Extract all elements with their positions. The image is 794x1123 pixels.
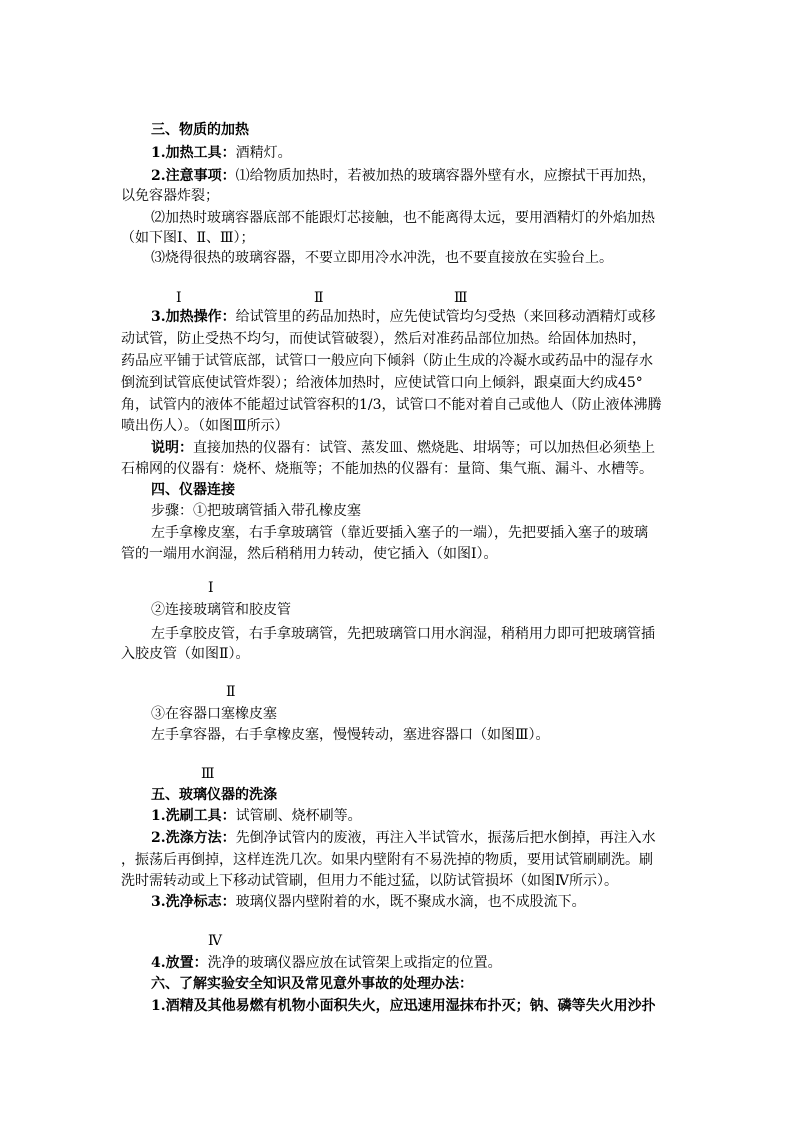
s3-item-2-cont: 以免容器炸裂； [121, 188, 219, 204]
s3-item-2-text: ⑴给物质加热时，若被加热的玻璃容器外壁有水，应擦拭干再加热， [235, 168, 656, 184]
figure-label-1: Ⅰ [176, 291, 182, 306]
s5-item-4-text: 洗净的玻璃仪器应放在试管架上或指定的位置。 [207, 955, 502, 971]
s3-item-3-l5: 角，试管内的液体不能超过试管容积的1/3，试管口不能对着自己或他人（防止液体沸腾 [121, 397, 662, 413]
s5-item-2-label: 2.洗涤方法： [151, 830, 236, 846]
section-5-heading: 五、玻璃仪器的洗涤 [151, 787, 277, 803]
s4-step1-l1: 左手拿橡皮塞，右手拿玻璃管（靠近要插入塞子的一端），先把要插入塞子的玻璃 [151, 525, 648, 541]
s5-item-4-label: 4.放置： [151, 955, 208, 971]
s3-item-3-l3: 药品应平铺于试管底部，试管口一般应向下倾斜（防止生成的冷凝水或药品中的湿存水 [121, 353, 653, 369]
s3-item-3-l6: 喷出伤人）。（如图Ⅲ所示） [121, 418, 289, 434]
s5-item-2-l3: 洗时需转动或上下移动试管刷，但用力不能过猛，以防试管损坏（如图Ⅳ所示）。 [121, 873, 618, 889]
s3-item-2-label: 2.注意事项： [151, 168, 236, 184]
s3-item-3 [151, 307, 656, 327]
s5-figure-4-label: Ⅳ [208, 934, 222, 949]
s3-note-l2: 石棉网的仪器有：烧杯、烧瓶等；不能加热的仪器有：量筒、集气瓶、漏斗、水槽等。 [121, 461, 653, 477]
s5-item-1 [151, 806, 362, 826]
s4-figure-3-label: Ⅲ [201, 767, 215, 782]
s5-item-4 [151, 953, 502, 973]
s5-item-3 [151, 892, 586, 912]
s3-item-2-b2: ⑶烧得很热的玻璃容器，不要立即用冷水冲洗，也不要直接放在实验台上。 [151, 250, 613, 266]
s3-note [151, 438, 655, 458]
s3-item-2-b1-cont: （如下图Ⅰ、Ⅱ、Ⅲ）； [121, 230, 255, 246]
s5-item-1-label: 1.洗刷工具： [151, 808, 236, 824]
s5-item-2 [151, 828, 656, 848]
s5-item-1-text: 试管刷、烧杯刷等。 [235, 808, 362, 824]
s3-note-text: 直接加热的仪器有：试管、蒸发皿、燃烧匙、坩埚等；可以加热但必须垫上 [193, 440, 655, 456]
s4-step2-l1: 左手拿胶皮管，右手拿玻璃管，先把玻璃管口用水润湿，稍稍用力即可把玻璃管插 [151, 626, 655, 642]
figure-label-3: Ⅲ [454, 291, 468, 306]
s4-step2-l2: 入胶皮管（如图Ⅱ）。 [121, 646, 250, 662]
s6-item-1: 1.酒精及其他易燃有机物小面积失火，应迅速用湿抹布扑灭；钠、磷等失火用沙扑 [151, 998, 656, 1014]
s3-item-1-text: 酒精灯。 [235, 145, 292, 161]
s4-step-intro: 步骤：①把玻璃管插入带孔橡皮塞 [151, 503, 361, 519]
s4-step3-l1: 左手拿容器，右手拿橡皮塞，慢慢转动，塞进容器口（如图Ⅲ）。 [151, 727, 550, 743]
section-3-heading: 三、物质的加热 [151, 122, 249, 138]
s5-item-3-label: 3.洗净标志： [151, 894, 236, 910]
s5-item-3-text: 玻璃仪器内壁附着的水，既不聚成水滴，也不成股流下。 [235, 894, 586, 910]
s5-item-2-text: 先倒净试管内的废液，再注入半试管水，振荡后把水倒掉，再注入水 [235, 830, 656, 846]
section-4-heading: 四、仪器连接 [151, 482, 235, 498]
s5-item-2-l2: ，振荡后再倒掉，这样连洗几次。如果内壁附有不易洗掉的物质，要用试管刷刷洗。刷 [121, 852, 653, 868]
s3-item-3-text: 给试管里的药品加热时，应先使试管均匀受热（来回移动酒精灯或移 [235, 309, 656, 325]
s3-note-label: 说明： [151, 440, 193, 456]
figure-label-2: Ⅱ [314, 291, 324, 306]
s4-figure-2-label: Ⅱ [226, 685, 236, 700]
s3-item-2-b1: ⑵加热时玻璃容器底部不能跟灯芯接触，也不能离得太远，要用酒精灯的外焰加热 [151, 210, 655, 226]
s4-figure-1-label: Ⅰ [208, 581, 214, 596]
s4-step2-title: ②连接玻璃管和胶皮管 [151, 602, 291, 618]
s3-item-3-l2: 动试管，防止受热不均匀，而使试管破裂），然后对准药品部位加热。给固体加热时， [121, 331, 646, 347]
s3-item-1 [151, 143, 292, 163]
section-6-heading: 六、了解实验安全知识及常见意外事故的处理办法： [151, 976, 473, 992]
s3-item-1-label: 1.加热工具： [151, 145, 236, 161]
s4-step3-title: ③在容器口塞橡皮塞 [151, 706, 277, 722]
s3-item-2 [151, 166, 656, 186]
s4-step1-l2: 管的一端用水润湿，然后稍稍用力转动，使它插入（如图Ⅰ）。 [121, 546, 498, 562]
s3-item-3-l4: 倒流到试管底使试管炸裂）；给液体加热时，应使试管口向上倾斜，跟桌面大约成45° [121, 375, 643, 391]
s3-item-3-label: 3.加热操作： [151, 309, 236, 325]
